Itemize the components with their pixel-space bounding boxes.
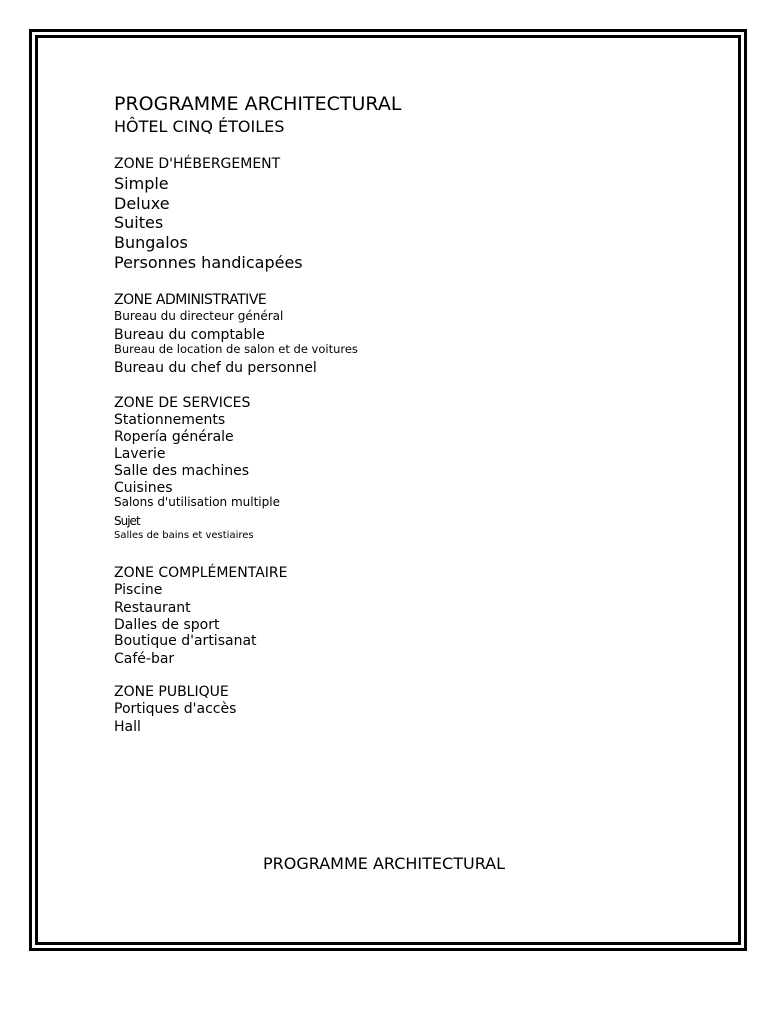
list-item: Boutique d'artisanat: [114, 633, 257, 649]
section-heading-hebergement: ZONE D'HÉBERGEMENT: [114, 156, 281, 172]
list-item: Bureau du chef du personnel: [114, 360, 317, 376]
list-item: Stationnements: [114, 412, 226, 428]
list-item: Bureau du directeur général: [114, 309, 284, 323]
list-item: Bungalos: [114, 233, 188, 252]
section-heading-administrative: ZONE ADMINISTRATIVE: [114, 292, 267, 308]
list-item: Bureau du comptable: [114, 327, 265, 343]
section-heading-services: ZONE DE SERVICES: [114, 395, 251, 411]
list-item: Restaurant: [114, 600, 191, 616]
list-item: Café-bar: [114, 651, 175, 667]
list-item: Bureau de location de salon et de voitures: [114, 342, 358, 356]
list-item: Salons d'utilisation multiple: [114, 495, 280, 509]
list-item: Sujet: [114, 514, 140, 528]
list-item: Simple: [114, 174, 169, 193]
list-item: Deluxe: [114, 194, 170, 213]
list-item: Cuisines: [114, 480, 173, 496]
list-item: Salle des machines: [114, 463, 250, 479]
list-item: Salles de bains et vestiaires: [114, 530, 254, 541]
document-title: PROGRAMME ARCHITECTURAL: [114, 93, 402, 115]
list-item: Hall: [114, 719, 141, 735]
document-subtitle: HÔTEL CINQ ÉTOILES: [114, 117, 285, 136]
list-item: Personnes handicapées: [114, 253, 303, 272]
list-item: Dalles de sport: [114, 617, 220, 633]
list-item: Suites: [114, 213, 164, 232]
section-heading-complementaire: ZONE COMPLÉMENTAIRE: [114, 565, 288, 581]
section-heading-publique: ZONE PUBLIQUE: [114, 684, 229, 700]
list-item: Piscine: [114, 582, 163, 598]
list-item: Portiques d'accès: [114, 701, 237, 717]
list-item: Ropería générale: [114, 429, 234, 445]
list-item: Laverie: [114, 446, 166, 462]
document-footer: PROGRAMME ARCHITECTURAL: [262, 854, 506, 873]
